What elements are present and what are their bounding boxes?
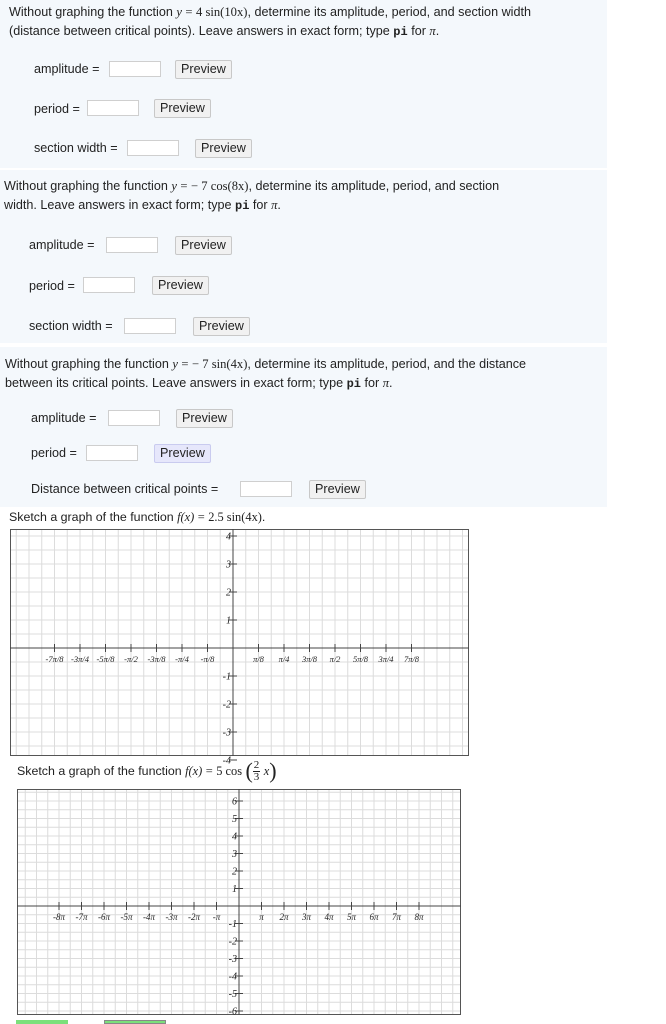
q2-section-width-label: section width = <box>29 319 113 333</box>
q1-section-width-label: section width = <box>34 141 118 155</box>
sketch-2-x-labels <box>53 912 424 922</box>
sketch-1-period-end: . <box>261 510 266 524</box>
q1-amplitude-label: amplitude = <box>34 62 100 76</box>
q3-intro: Without graphing the function <box>5 357 169 371</box>
g1-x-label: 7π/8 <box>403 654 420 664</box>
q2-amplitude-label: amplitude = <box>29 238 95 252</box>
q2-fn-eq: = <box>180 179 188 193</box>
g1-x-label: -π/4 <box>175 654 189 664</box>
q3-amplitude-preview-button[interactable]: Preview <box>176 409 233 428</box>
q3-period-end: . <box>389 376 393 390</box>
sketch-1-gridlines <box>10 529 469 756</box>
g2-y-label: -4 <box>228 971 237 983</box>
sketch-1-fn-eq: = <box>197 510 205 524</box>
g1-x-label: -7π/8 <box>45 654 64 664</box>
sketch-2-frac-den: 3 <box>253 771 260 783</box>
g2-x-label: -7π <box>75 912 88 922</box>
g2-y-label: -3 <box>228 954 237 965</box>
q1-section-width-input[interactable] <box>127 140 179 156</box>
q2-fn-lhs: y <box>171 179 177 193</box>
g2-x-label: 7π <box>391 912 402 922</box>
g2-y-label: 2 <box>232 866 237 878</box>
q2-line2: width. Leave answers in exact form; type <box>4 198 232 212</box>
g2-y-label: 1 <box>232 884 237 895</box>
q3-period-label: period = <box>31 446 77 460</box>
g2-x-label: -2π <box>187 912 201 922</box>
sketch-1-border <box>11 530 469 756</box>
q1-pi: π <box>429 24 436 38</box>
g1-y-label: 3 <box>226 559 231 571</box>
g2-y-label: 5 <box>232 814 237 825</box>
g1-y-label: 2 <box>226 587 231 599</box>
q3-fn-lhs: y <box>172 357 178 371</box>
bottom-green-bar-1[interactable] <box>16 1020 68 1024</box>
q1-period-end: . <box>435 24 440 38</box>
q3-code: pi <box>346 377 361 391</box>
q1-period-input[interactable] <box>87 100 139 116</box>
g1-y-label: -2 <box>222 699 231 711</box>
q3-distance-label: Distance between critical points = <box>31 482 219 496</box>
q3-amplitude-label: amplitude = <box>31 411 97 425</box>
question-3-text <box>5 355 605 394</box>
g2-y-label: 4 <box>232 831 237 843</box>
question-1-text <box>9 3 601 42</box>
q2-function: − 7 cos(8x) <box>191 179 249 193</box>
q3-fn-eq: = <box>181 357 189 371</box>
q1-intro: Without graphing the function <box>9 5 173 19</box>
sketch-2-paren-open: ( <box>245 757 253 783</box>
g2-y-label: -5 <box>228 989 237 1000</box>
sketch-2-prompt <box>17 757 277 783</box>
q1-function: 4 sin(10x) <box>196 5 248 19</box>
sketch-1-prompt <box>9 509 265 525</box>
g2-x-label: -4π <box>142 912 156 922</box>
q3-pi: π <box>382 376 390 390</box>
sketch-2-graph-area[interactable] <box>17 789 461 1018</box>
g2-y-label: 3 <box>232 849 237 860</box>
q3-line2: between its critical points. Leave answers in exact form; type <box>5 376 344 390</box>
sketch-2-fn-var: x <box>263 763 270 778</box>
g1-y-label: -3 <box>222 727 231 739</box>
g1-x-label: 3π/8 <box>301 654 318 664</box>
q1-fn-lhs: y <box>176 5 182 19</box>
q3-period-preview-button[interactable]: Preview <box>154 444 211 463</box>
q2-period-input[interactable] <box>83 277 135 293</box>
g2-x-label: 2π <box>279 912 289 922</box>
q1-for: for <box>411 24 426 38</box>
q2-period-end: . <box>277 198 281 212</box>
sketch-2-fn-eq: = <box>205 763 213 778</box>
sketch-1-function: 2.5 sin(4x) <box>208 510 262 524</box>
g1-y-label: 1 <box>226 615 231 627</box>
sketch-1-y-labels <box>223 532 231 767</box>
g1-x-label: π/2 <box>329 654 341 664</box>
g2-x-label: 3π <box>301 912 312 922</box>
q2-amplitude-input[interactable] <box>106 237 158 253</box>
q1-code: pi <box>393 25 408 39</box>
q1-period-preview-button[interactable]: Preview <box>154 99 211 118</box>
q3-distance-input[interactable] <box>240 481 292 497</box>
sketch-2-paren-close: ) <box>269 757 277 783</box>
q3-rest: , determine its amplitude, period, and the distance <box>247 357 527 371</box>
q2-section-width-preview-button[interactable]: Preview <box>193 317 250 336</box>
g1-x-label: π/8 <box>253 654 264 664</box>
sketch-1-prompt-text: Sketch a graph of the function <box>9 510 174 524</box>
sketch-2-prompt-text: Sketch a graph of the function <box>17 763 182 778</box>
g1-x-label: -3π/8 <box>147 654 166 664</box>
g2-x-label: π <box>259 912 264 922</box>
q2-for: for <box>252 198 268 212</box>
q2-rest: , determine its amplitude, period, and section <box>248 179 500 193</box>
g2-x-label: -5π <box>120 912 133 922</box>
q2-period-label: period = <box>29 279 75 293</box>
sketch-2-frac-num: 2 <box>253 759 260 771</box>
q1-fn-eq: = <box>185 5 193 19</box>
q2-intro: Without graphing the function <box>4 179 168 193</box>
g2-x-label: -π <box>212 912 221 922</box>
g2-x-label: 4π <box>324 912 334 922</box>
q1-period-label: period = <box>34 102 80 116</box>
g1-y-label: -1 <box>222 671 231 683</box>
g2-x-label: 6π <box>369 912 379 922</box>
g1-x-label: -π/8 <box>200 654 215 664</box>
question-2-text <box>4 177 602 216</box>
g1-x-label: -5π/8 <box>96 654 115 664</box>
q2-section-width-input[interactable] <box>124 318 176 334</box>
q3-for: for <box>364 376 380 390</box>
sketch-2-fn-lhs: f(x) <box>185 763 203 778</box>
q2-code: pi <box>235 199 250 213</box>
g2-x-label: 5π <box>346 912 357 922</box>
g2-x-label: -8π <box>52 912 66 922</box>
g2-y-label: -2 <box>228 936 237 948</box>
g2-y-label: -1 <box>228 919 237 930</box>
q1-amplitude-input[interactable] <box>109 61 161 77</box>
sketch-2-fn-coef: 5 cos <box>216 763 243 778</box>
g2-x-label: -3π <box>165 912 178 922</box>
g2-y-label: 6 <box>232 796 237 808</box>
g1-x-label: 5π/8 <box>352 654 369 664</box>
g2-y-label: -6 <box>228 1006 237 1018</box>
g1-x-label: 3π/4 <box>378 654 394 664</box>
q3-amplitude-input[interactable] <box>108 410 160 426</box>
q1-line2: (distance between critical points). Leave answers in exact form; type <box>9 24 390 38</box>
g2-x-label: 8π <box>414 912 424 922</box>
q1-section-width-preview-button[interactable]: Preview <box>195 139 252 158</box>
g2-x-label: -6π <box>97 912 111 922</box>
q3-period-input[interactable] <box>86 445 138 461</box>
g1-x-label: π/4 <box>278 654 290 664</box>
q2-amplitude-preview-button[interactable]: Preview <box>175 236 232 255</box>
q2-pi: π <box>271 198 278 212</box>
bottom-green-bar-2[interactable] <box>104 1020 166 1024</box>
g1-x-label: -3π/4 <box>71 654 89 664</box>
g1-x-label: -π/2 <box>124 654 138 664</box>
q3-distance-preview-button[interactable]: Preview <box>309 480 366 499</box>
q2-period-preview-button[interactable]: Preview <box>152 276 209 295</box>
q1-amplitude-preview-button[interactable]: Preview <box>175 60 232 79</box>
sketch-1-graph-area[interactable] <box>10 529 469 767</box>
q1-rest: , determine its amplitude, period, and section width <box>247 5 531 19</box>
sketch-1-fn-lhs: f(x) <box>177 510 195 524</box>
g1-y-label: -4 <box>222 755 231 767</box>
q3-function: − 7 sin(4x) <box>192 357 248 371</box>
g1-y-label: 4 <box>226 531 231 543</box>
sketch-2-fraction <box>253 760 261 783</box>
